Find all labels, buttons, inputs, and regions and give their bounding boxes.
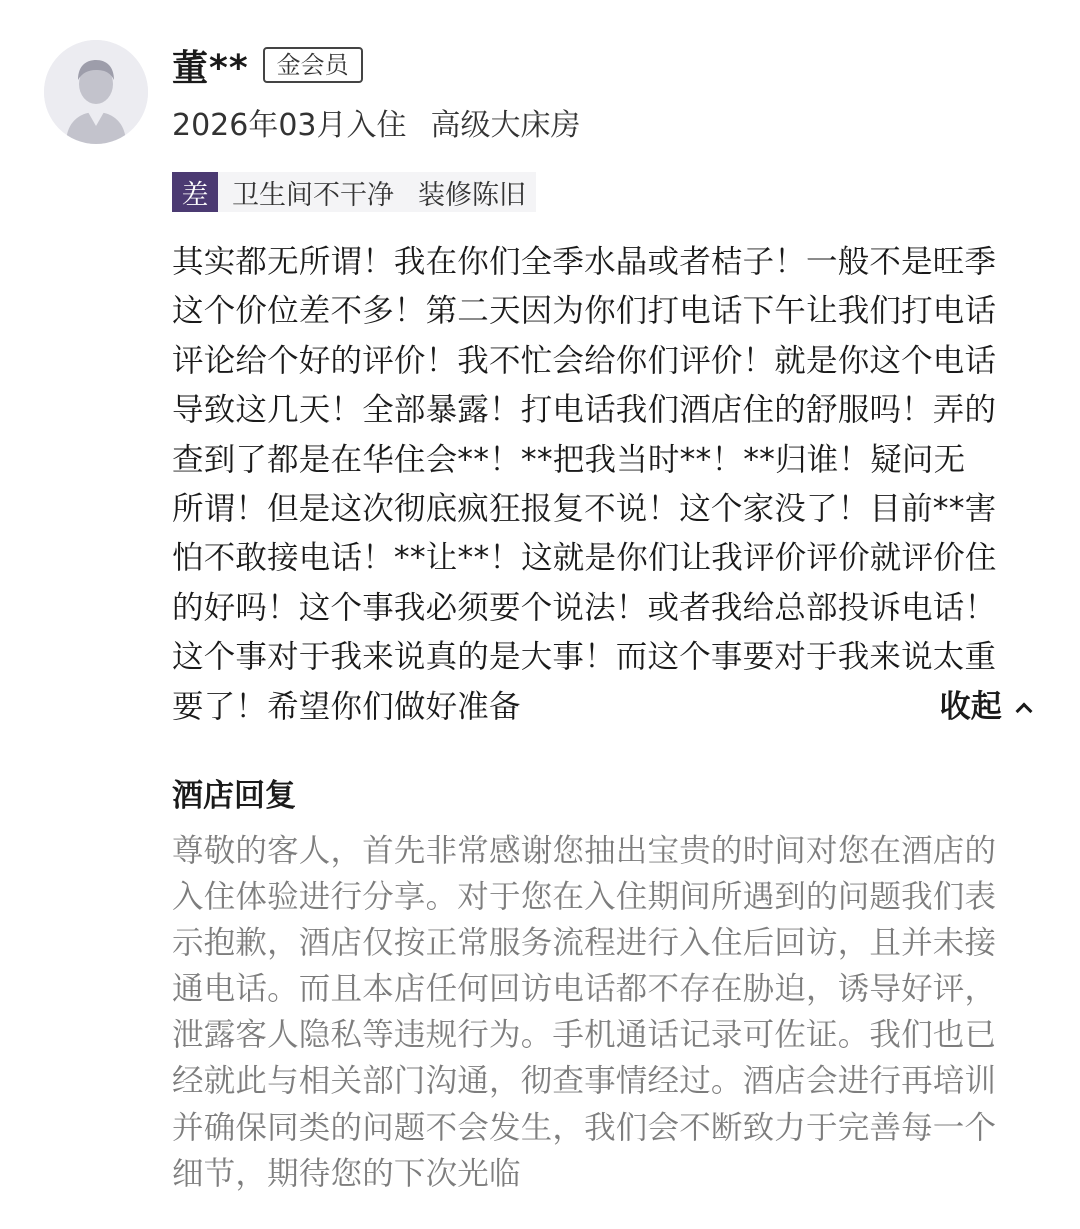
- user-name[interactable]: 董**: [172, 47, 249, 89]
- reply-line: 尊敬的客人，首先非常感谢您抽出宝贵的时间对您在酒店的: [172, 833, 997, 869]
- room-type: 高级大床房: [430, 108, 581, 143]
- reply-line: 泄露客人隐私等违规行为。手机通话记录可佐证。我们也已: [172, 1017, 997, 1054]
- rating-tag: 卫生间不干净: [232, 179, 394, 211]
- default-user-avatar-icon: [44, 40, 148, 144]
- hotel-reply-content: [172, 828, 1038, 1197]
- reply-line: 示抱歉，酒店仅按正常服务流程进行入住后回访，且并未接: [172, 925, 997, 962]
- member-badge: 金会员: [263, 47, 363, 83]
- reply-line: 细节，期待您的下次光临: [172, 1155, 521, 1192]
- rating-summary: [172, 172, 536, 212]
- review-line: 这个价位差不多！第二天因为你们打电话下午让我们打电话: [172, 293, 997, 330]
- rating-label: 差: [172, 172, 218, 212]
- review-line: 的好吗！这个事我必须要个说法！或者我给总部投诉电话！: [172, 589, 997, 626]
- stay-date: 2026年03月入住: [172, 108, 407, 143]
- collapse-button[interactable]: [940, 683, 1030, 732]
- review-last-line: [172, 683, 1038, 732]
- review-line: 要了！希望你们做好准备: [172, 688, 521, 725]
- review-line: 导致这几天！全部暴露！打电话我们酒店住的舒服吗！弄的: [172, 392, 997, 429]
- review-line: 评论给个好的评价！我不忙会给你们评价！就是你这个电话: [172, 342, 997, 379]
- user-avatar[interactable]: [44, 40, 148, 144]
- reply-line: 经就此与相关部门沟通，彻查事情经过。酒店会进行再培训: [172, 1063, 997, 1100]
- reply-line: 通电话。而且本店任何回访电话都不存在胁迫，诱导好评，: [172, 971, 997, 1008]
- collapse-label: 收起: [939, 688, 1002, 725]
- chevron-up-icon: [1016, 703, 1033, 720]
- review-line: 所谓！但是这次彻底疯狂报复不说！这个家没了！目前**害: [172, 490, 997, 527]
- review-line: 查到了都是在华住会**！**把我当时**！**归谁！疑问无: [172, 441, 966, 478]
- review-line: 其实都无所谓！我在你们全季水晶或者桔子！一般不是旺季: [172, 244, 997, 280]
- review-line: 怕不敢接电话！**让**！这就是你们让我评价评价就评价住: [172, 540, 997, 577]
- rating-tag: 装修陈旧: [418, 179, 526, 211]
- stay-info: [172, 100, 581, 144]
- review-content: [172, 238, 1038, 732]
- review-line: 这个事对于我来说真的是大事！而这个事要对于我来说太重: [172, 639, 997, 676]
- reply-line: 入住体验进行分享。对于您在入住期间所遇到的问题我们表: [172, 879, 997, 916]
- hotel-reply-title: 酒店回复: [172, 778, 296, 814]
- reply-line: 并确保同类的问题不会发生，我们会不断致力于完善每一个: [172, 1109, 997, 1146]
- rating-tags: [218, 172, 536, 212]
- user-header: [172, 42, 363, 88]
